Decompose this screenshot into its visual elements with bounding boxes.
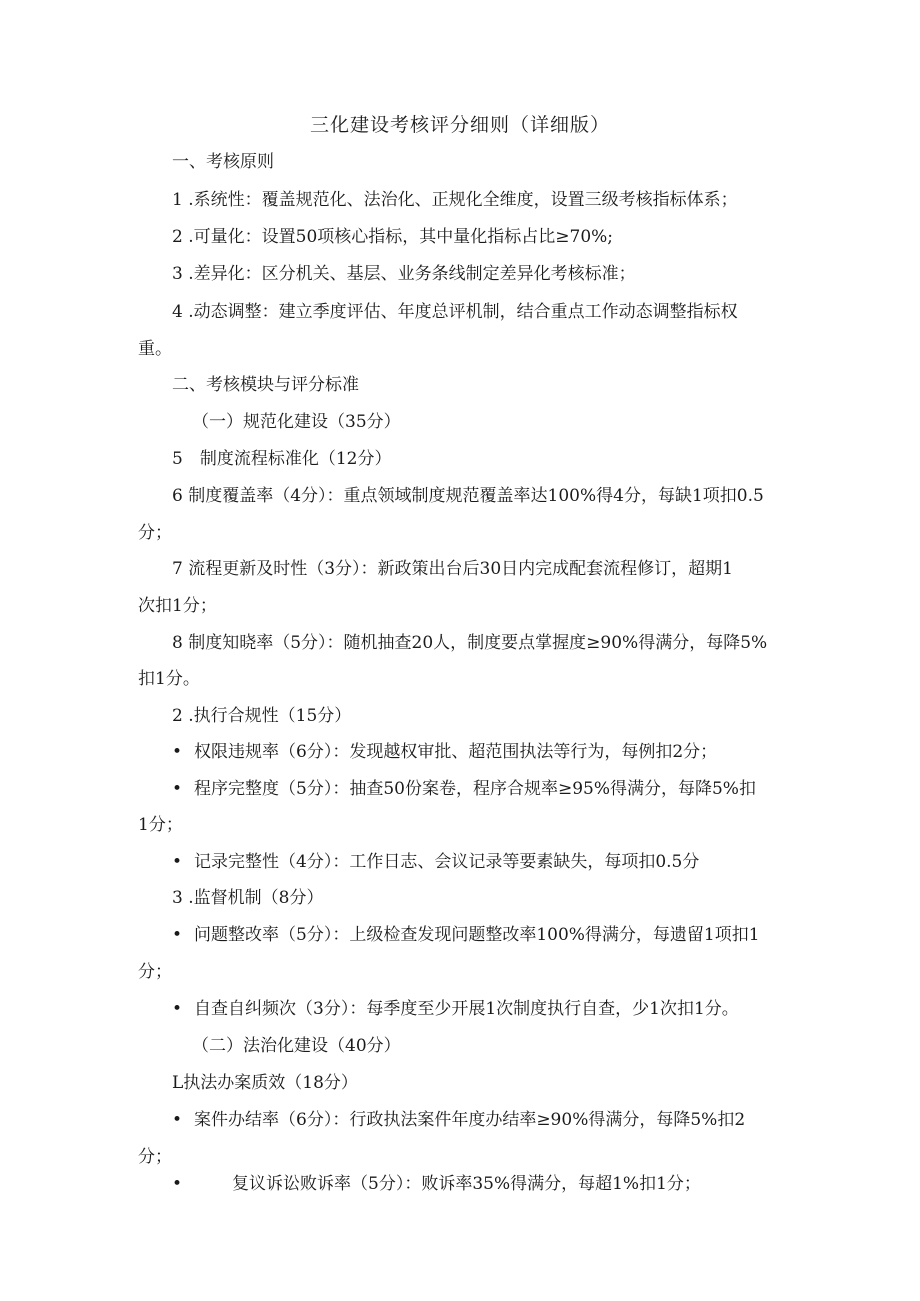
bullet-item: [172, 740, 717, 764]
bullet-symbol: •: [172, 925, 183, 945]
bullet-item: [172, 850, 699, 874]
paragraph-continuation: 分；: [138, 523, 172, 543]
bullet-item: [172, 997, 739, 1021]
paragraph: 7 流程更新及时性（3分）：新政策出台后30日内完成配套流程修订，超期1: [172, 559, 733, 579]
item-heading: 5 制度流程标准化（12分）: [172, 449, 392, 469]
bullet-item: [172, 1108, 745, 1132]
paragraph: 3 .差异化：区分机关、基层、业务条线制定差异化考核标准；: [172, 264, 636, 284]
paragraph: 4 .动态调整：建立季度评估、年度总评机制，结合重点工作动态调整指标权: [172, 302, 738, 322]
paragraph: 2 .可量化：设置50项核心指标，其中量化指标占比≥70%;: [172, 227, 614, 247]
bullet-symbol: •: [172, 742, 183, 762]
section-heading: 一、考核原则: [172, 152, 274, 172]
item-heading: 3 .监督机制（8分）: [172, 888, 324, 908]
paragraph-continuation: 重。: [138, 339, 172, 359]
bullet-item: [172, 777, 756, 801]
bullet-text: 复议诉讼败诉率（5分）：败诉率35%得满分，每超1%扣1分；: [232, 1174, 701, 1194]
bullet-symbol: •: [172, 999, 183, 1019]
bullet-item: [172, 1172, 701, 1196]
paragraph-continuation: 分；: [138, 962, 172, 982]
section-heading: 二、考核模块与评分标准: [172, 375, 359, 395]
bullet-symbol: •: [172, 1110, 183, 1130]
paragraph-continuation: 1分；: [138, 815, 183, 835]
paragraph: 1 .系统性：覆盖规范化、法治化、正规化全维度，设置三级考核指标体系；: [172, 190, 738, 210]
subsection-heading: （一）规范化建设（35分）: [192, 412, 401, 432]
bullet-text: 记录完整性（4分）：工作日志、会议记录等要素缺失，每项扣0.5分: [194, 852, 700, 872]
bullet-item: [172, 923, 760, 947]
bullet-text: 问题整改率（5分）：上级检查发现问题整改率100%得满分，每遗留1项扣1: [194, 925, 760, 945]
paragraph-continuation: 扣1分。: [138, 669, 200, 689]
bullet-text: 案件办结率（6分）：行政执法案件年度办结率≥90%得满分，每降5%扣2: [194, 1110, 746, 1130]
item-heading: 2 .执行合规性（15分）: [172, 706, 352, 726]
bullet-symbol: •: [172, 852, 183, 872]
bullet-text: 程序完整度（5分）：抽查50份案卷，程序合规率≥95%得满分，每降5%扣: [194, 779, 756, 799]
paragraph: 6 制度覆盖率（4分）：重点领域制度规范覆盖率达100%得4分，每缺1项扣0.5: [172, 486, 764, 506]
item-heading: L执法办案质效（18分）: [172, 1073, 358, 1093]
bullet-text: 自查自纠频次（3分）：每季度至少开展1次制度执行自查，少1次扣1分。: [194, 999, 739, 1019]
paragraph: 8 制度知晓率（5分）：随机抽查20人，制度要点掌握度≥90%得满分，每降5%: [172, 633, 768, 653]
bullet-symbol: •: [172, 1174, 183, 1194]
subsection-heading: （二）法治化建设（40分）: [192, 1036, 401, 1056]
document-title: 三化建设考核评分细则（详细版）: [309, 114, 610, 136]
bullet-symbol: •: [172, 779, 183, 799]
bullet-text: 权限违规率（6分）：发现越权审批、超范围执法等行为，每例扣2分；: [194, 742, 718, 762]
paragraph-continuation: 次扣1分；: [138, 596, 217, 616]
paragraph-continuation: 分；: [138, 1147, 172, 1167]
